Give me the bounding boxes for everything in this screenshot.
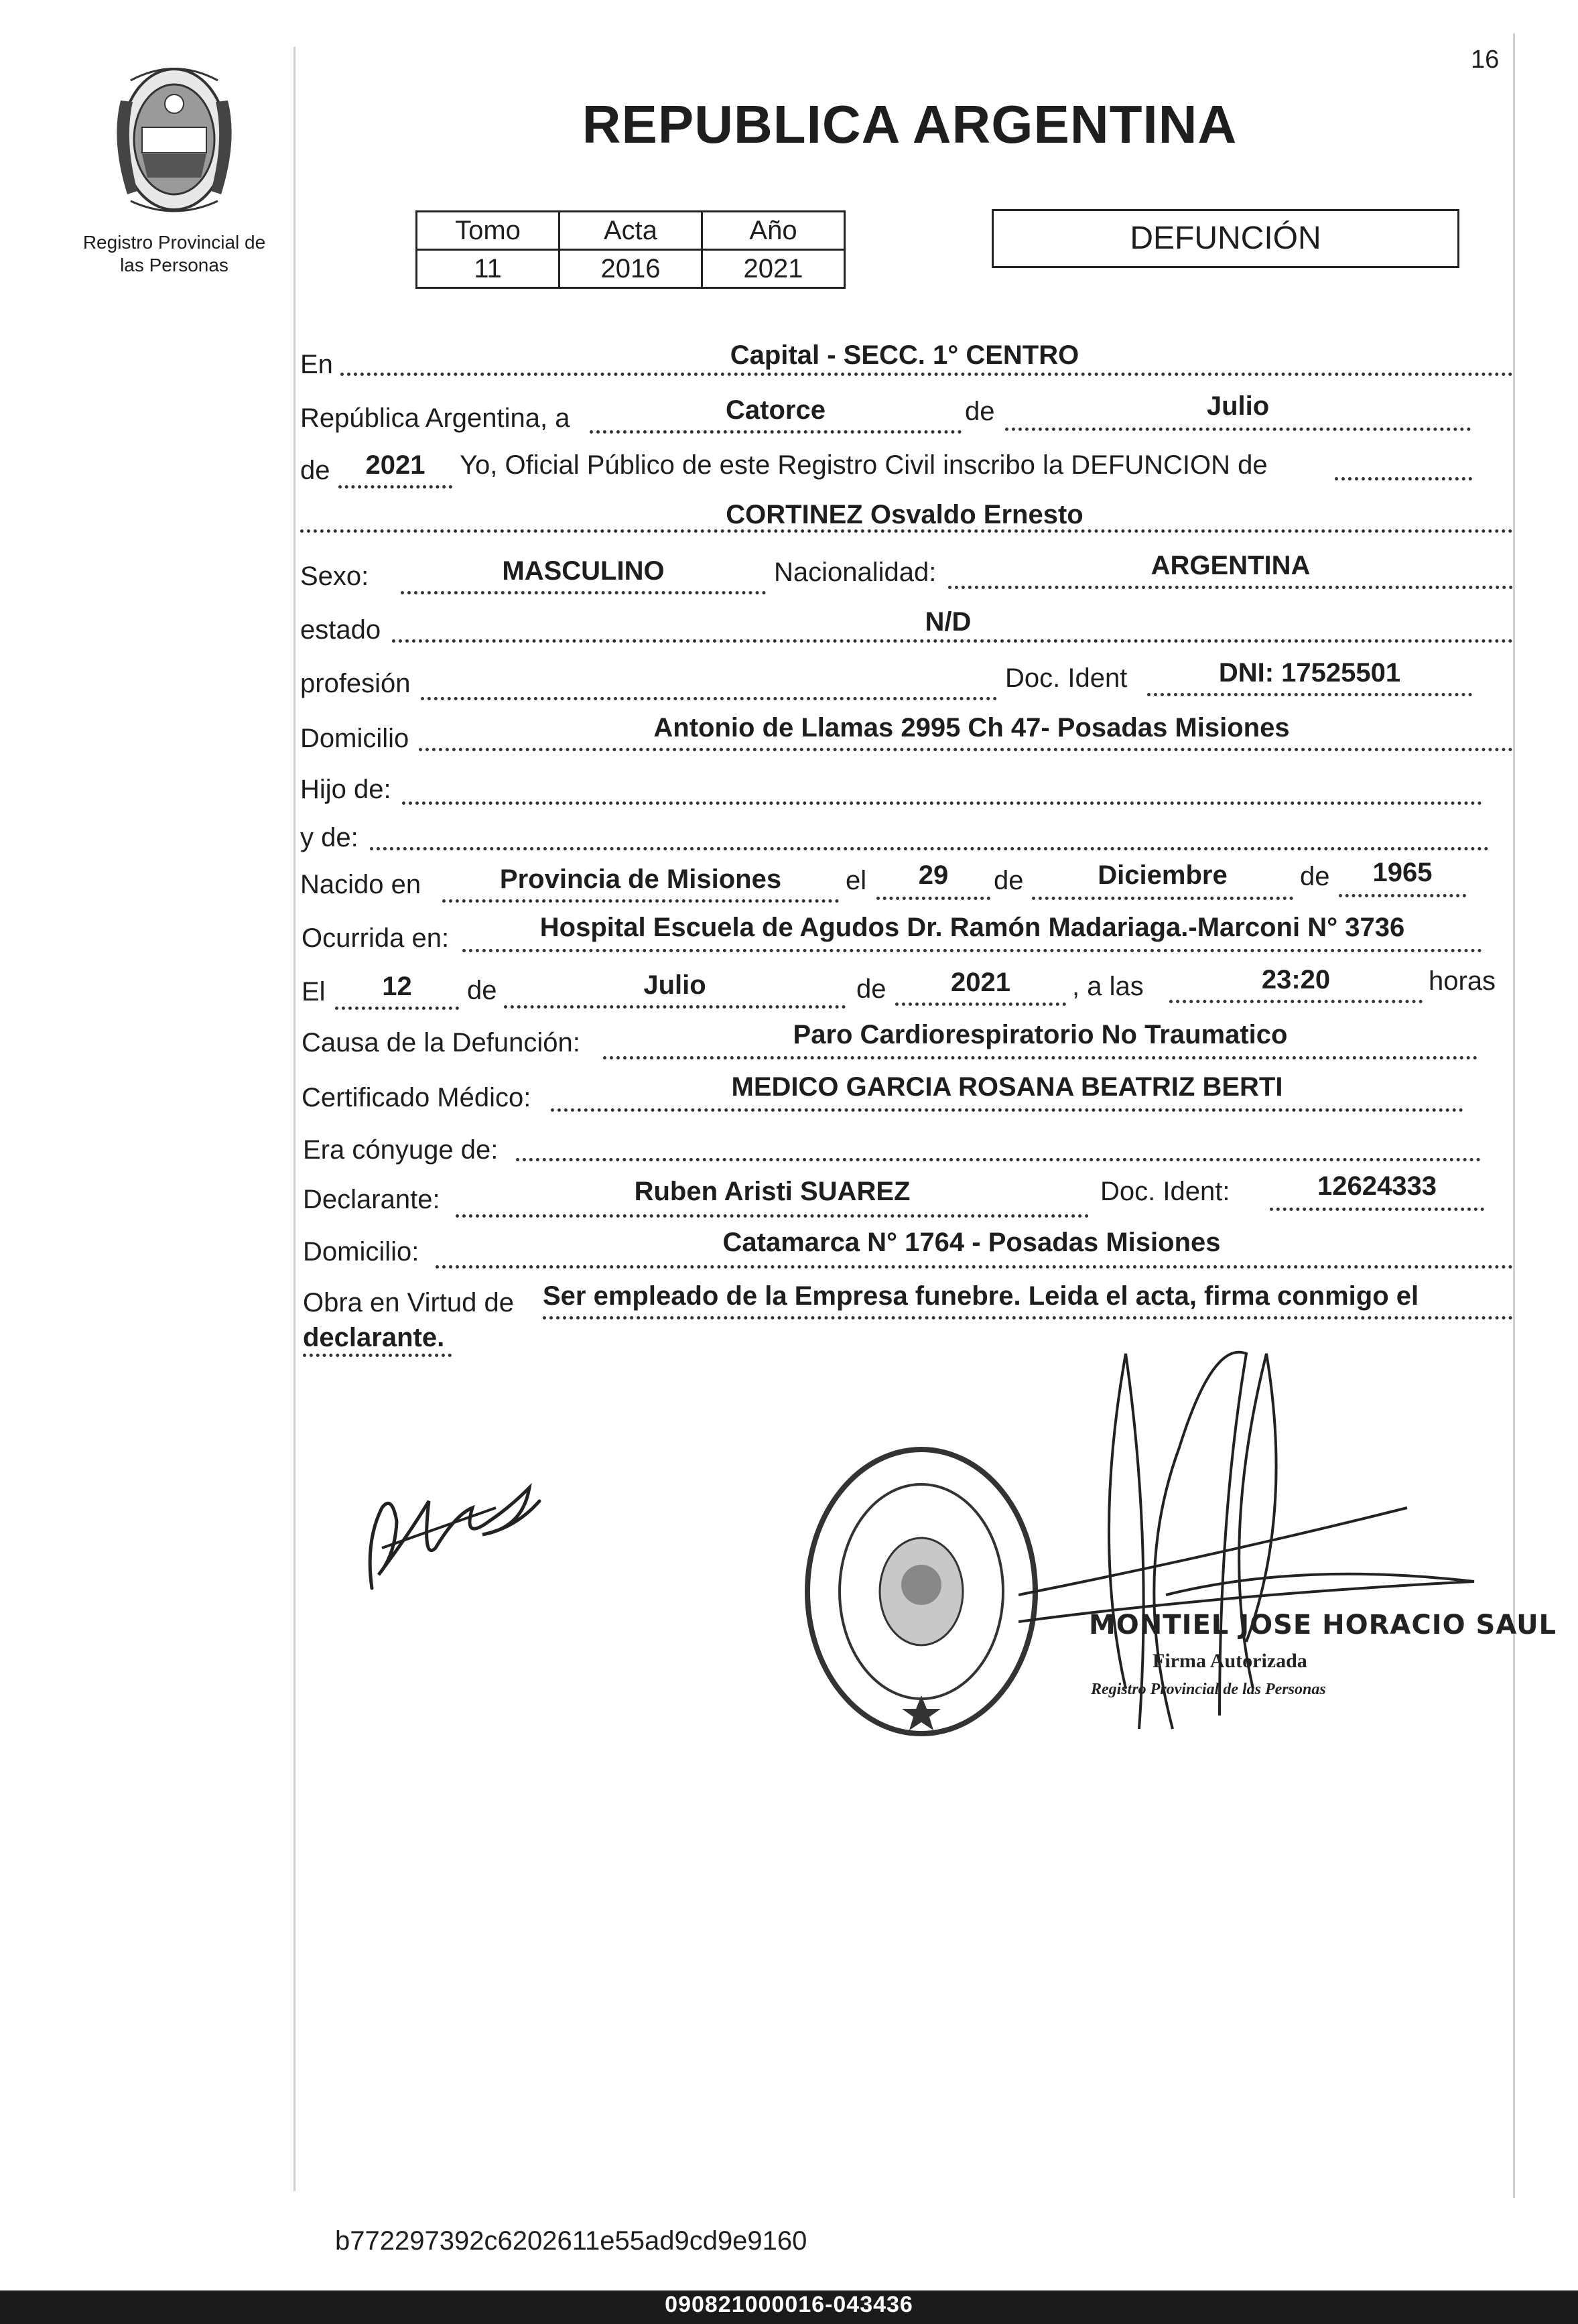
- record-type-box: DEFUNCIÓN: [992, 209, 1459, 268]
- dia-dotline: [590, 430, 962, 434]
- nac-anio-dotline: [1339, 894, 1466, 897]
- nac-dia-value: 29: [918, 860, 949, 890]
- barcode-number: 090821000016-043436: [665, 2292, 913, 2317]
- dia-texto: Catorce: [726, 395, 826, 425]
- declarant-signature: [355, 1434, 556, 1608]
- anio-header: Año: [702, 212, 845, 250]
- def-dia-dotline: [335, 1007, 459, 1010]
- ocurrida-label: Ocurrida en:: [302, 923, 450, 953]
- obra-label: Obra en Virtud de: [303, 1288, 515, 1317]
- declarante-value: Ruben Aristi SUAREZ: [634, 1177, 911, 1206]
- de2-label: de: [300, 456, 330, 485]
- ocurrida-dotline: [462, 949, 1482, 952]
- nacido-en-dotline: [442, 899, 839, 903]
- nac-mes-dotline: [1032, 897, 1293, 900]
- a-las-label: , a las: [1072, 972, 1144, 1001]
- signer-title: Firma Autorizada: [1153, 1650, 1307, 1672]
- anio-value: 2021: [365, 450, 425, 480]
- nac-anio-value: 1965: [1372, 858, 1433, 887]
- right-margin-line: [1513, 34, 1515, 2198]
- tomo-value: 11: [417, 250, 560, 288]
- doc-ident-dotline: [1147, 693, 1472, 696]
- record-table: [415, 210, 846, 289]
- conyuge-label: Era cónyuge de:: [303, 1135, 499, 1165]
- causa-label: Causa de la Defunción:: [302, 1028, 580, 1057]
- en-label: En: [300, 350, 333, 379]
- def-anio-dotline: [895, 1003, 1066, 1006]
- nac-mes-value: Diciembre: [1098, 860, 1228, 890]
- hora-dotline: [1169, 1000, 1423, 1003]
- en-value: Capital - SECC. 1° CENTRO: [730, 340, 1079, 370]
- mes-dotline: [1005, 428, 1471, 431]
- registry-label-line2: las Personas: [120, 255, 228, 275]
- obra-line2: declarante.: [303, 1323, 445, 1352]
- nacionalidad-value: ARGENTINA: [1150, 551, 1311, 580]
- certificado-dotline: [551, 1108, 1463, 1112]
- hijo-de-label: Hijo de:: [300, 775, 391, 804]
- official-stamp: [797, 1441, 1045, 1742]
- domicilio2-label: Domicilio:: [303, 1237, 419, 1267]
- sexo-value: MASCULINO: [502, 556, 665, 586]
- nacido-en-label: Nacido en: [300, 870, 421, 899]
- stamp-text: [797, 1682, 1045, 1683]
- en-dotline: [340, 373, 1513, 376]
- def-dia-value: 12: [382, 972, 412, 1001]
- nacido-en-value: Provincia de Misiones: [499, 864, 782, 894]
- acta-header: Acta: [560, 212, 702, 250]
- declarante-label: Declarante:: [303, 1185, 440, 1214]
- doc-ident2-label: Doc. Ident:: [1100, 1177, 1230, 1206]
- yo-oficial-text: Yo, Oficial Público de este Registro Civil inscribo la DEFUNCION de: [460, 450, 1268, 480]
- tomo-header: Tomo: [417, 212, 560, 250]
- def-anio-value: 2021: [951, 968, 1010, 997]
- doc-ident-label: Doc. Ident: [1005, 663, 1128, 693]
- signer-name: MONTIEL JOSE HORACIO SAUL: [1089, 1610, 1557, 1640]
- profesion-label: profesión: [300, 669, 411, 698]
- doc-ident2-value: 12624333: [1317, 1171, 1437, 1201]
- def-mes-value: Julio: [643, 970, 706, 1000]
- de5-label: de: [467, 976, 497, 1005]
- doc-ident-value: DNI: 17525501: [1218, 658, 1401, 688]
- domicilio-dotline: [419, 748, 1513, 751]
- hora-value: 23:20: [1261, 965, 1331, 994]
- sexo-dotline: [401, 591, 766, 594]
- certificado-value: MEDICO GARCIA ROSANA BEATRIZ BERTI: [731, 1072, 1283, 1102]
- document-title: REPUBLICA ARGENTINA: [582, 94, 1238, 154]
- domicilio2-dotline: [436, 1265, 1513, 1269]
- estado-label: estado: [300, 615, 381, 645]
- declarante-dotline: [456, 1214, 1089, 1218]
- obra-line1: Ser empleado de la Empresa funebre. Leida el acta, firma conmigo el: [543, 1281, 1419, 1311]
- republica-label: República Argentina, a: [300, 403, 570, 433]
- causa-value: Paro Cardiorespiratorio No Traumatico: [793, 1020, 1288, 1049]
- y-de-dotline: [370, 847, 1489, 850]
- y-de-label: y de:: [300, 823, 358, 852]
- nombre-value: CORTINEZ Osvaldo Ernesto: [726, 500, 1083, 529]
- el-label: el: [846, 866, 867, 895]
- left-margin-line: [293, 47, 295, 2191]
- domicilio-value: Antonio de Llamas 2995 Ch 47- Posadas Misiones: [653, 713, 1290, 743]
- de3-label: de: [994, 866, 1024, 895]
- page-number: 16: [1471, 46, 1500, 74]
- def-mes-dotline: [504, 1005, 846, 1009]
- nacionalidad-label: Nacionalidad:: [774, 558, 937, 587]
- record-table-value-row: [417, 250, 845, 288]
- horas-label: horas: [1429, 966, 1496, 996]
- domicilio2-value: Catamarca N° 1764 - Posadas Misiones: [722, 1228, 1221, 1257]
- certificado-label: Certificado Médico:: [302, 1083, 531, 1112]
- registry-label: [64, 231, 285, 277]
- authority-signature: [1018, 1340, 1488, 1796]
- anio-value: 2021: [702, 250, 845, 288]
- ocurrida-value: Hospital Escuela de Agudos Dr. Ramón Madariaga.-Marconi N° 3736: [539, 913, 1405, 942]
- sexo-label: Sexo:: [300, 562, 369, 591]
- signer-office: Registro Provincial de las Personas: [1091, 1681, 1326, 1698]
- record-table-header-row: [417, 212, 845, 250]
- nacionalidad-dotline: [948, 586, 1513, 589]
- document-hash: b772297392c6202611e55ad9cd9e9160: [335, 2226, 807, 2256]
- yo-oficial-dotline: [1335, 477, 1472, 480]
- causa-dotline: [603, 1056, 1477, 1059]
- nac-dia-dotline: [876, 897, 990, 900]
- obra-dotline1: [543, 1316, 1513, 1319]
- de1-label: de: [965, 397, 995, 426]
- registry-label-line1: Registro Provincial de: [82, 232, 266, 253]
- doc-ident2-dotline: [1270, 1208, 1484, 1211]
- profesion-dotline: [421, 697, 997, 700]
- el2-label: El: [302, 977, 326, 1007]
- de6-label: de: [856, 974, 886, 1004]
- acta-value: 2016: [560, 250, 702, 288]
- obra-dotline2: [303, 1354, 452, 1357]
- hijo-de-dotline: [402, 801, 1482, 805]
- anio-dotline: [338, 485, 452, 489]
- estado-value: N/D: [925, 607, 972, 637]
- estado-dotline: [392, 639, 1513, 643]
- mes-value: Julio: [1206, 391, 1270, 421]
- de4-label: de: [1300, 862, 1330, 891]
- domicilio-label: Domicilio: [300, 724, 409, 753]
- conyuge-dotline: [516, 1158, 1481, 1161]
